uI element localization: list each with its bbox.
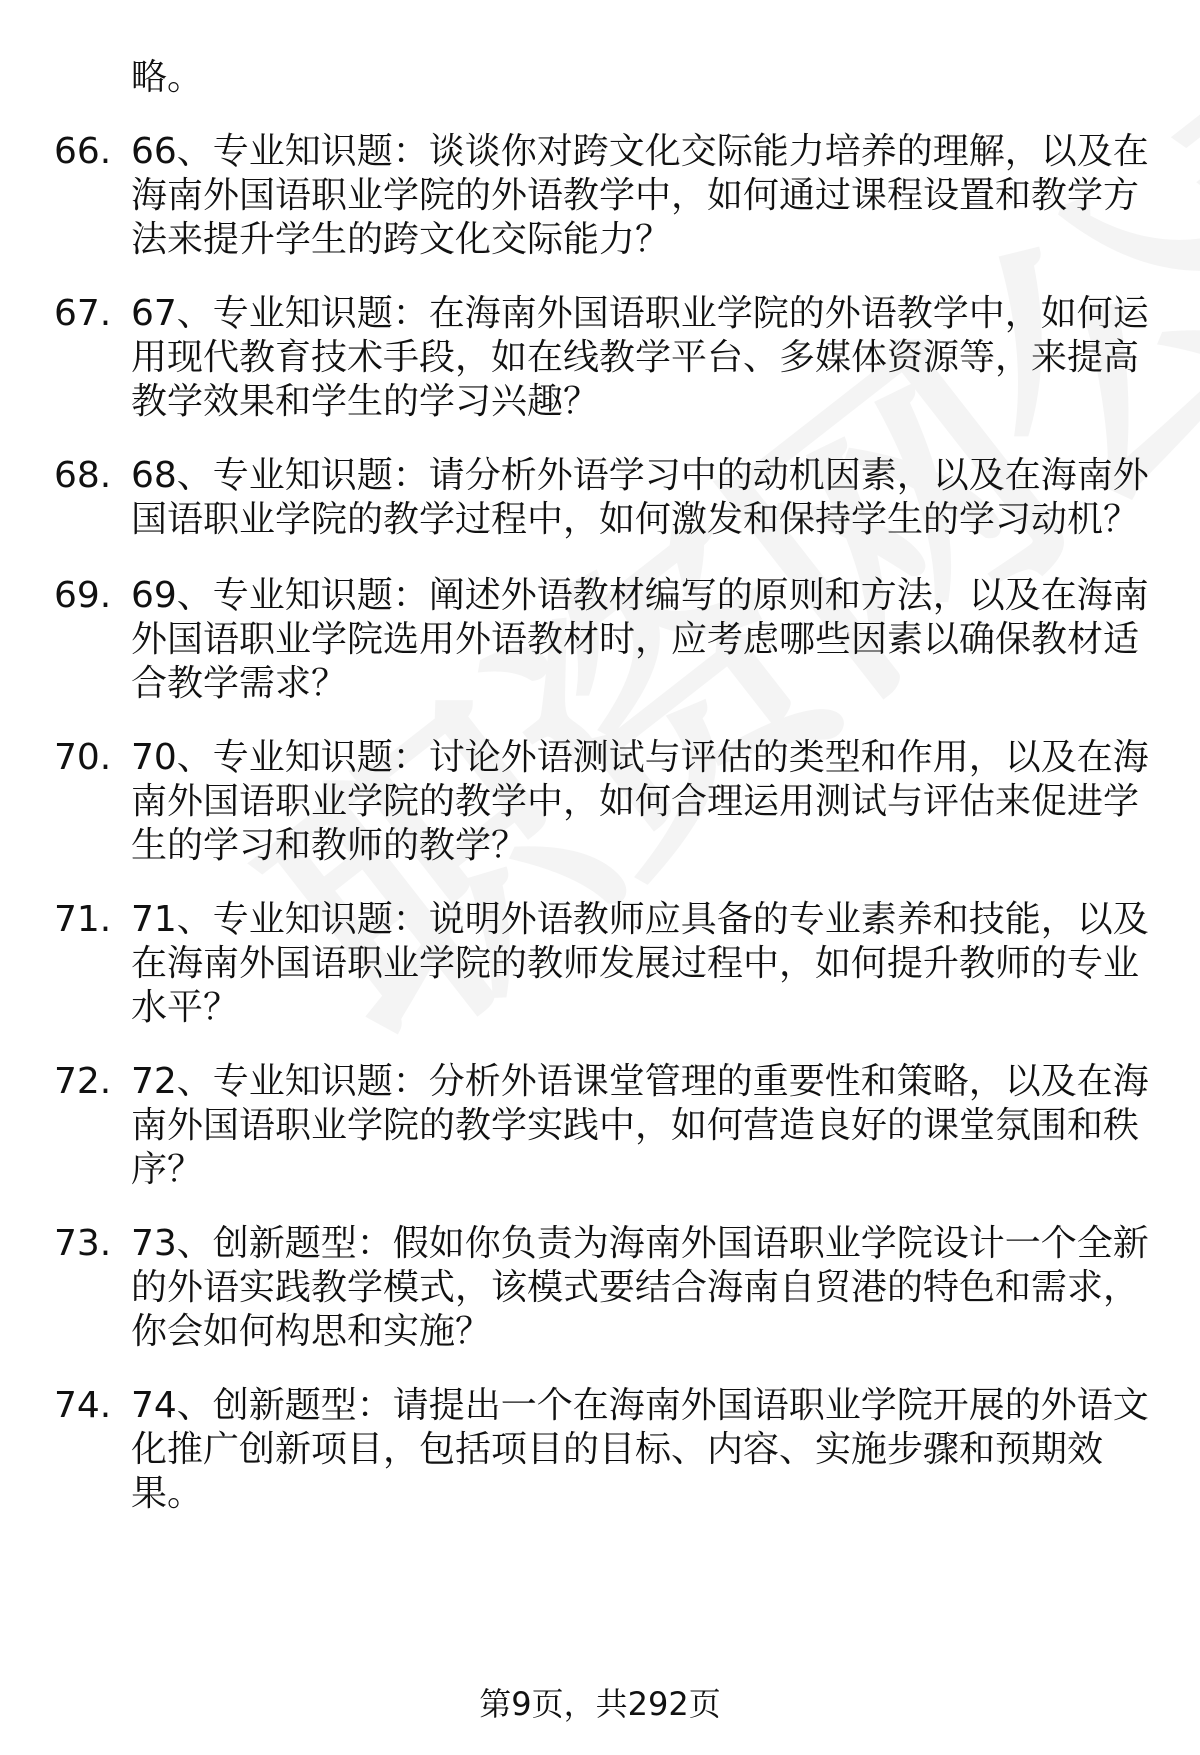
- item-number: 69.: [54, 575, 112, 616]
- page-footer: 第9页，共292页: [479, 1685, 721, 1723]
- item-text-line: 74、创新题型：请提出一个在海南外国语职业学院开展的外语文: [131, 1385, 1149, 1426]
- item-text-line: 在海南外国语职业学院的教师发展过程中，如何提升教师的专业: [131, 943, 1140, 984]
- item-text-line: 72、专业知识题：分析外语课堂管理的重要性和策略，以及在海: [131, 1061, 1149, 1102]
- item-text-line: 合教学需求？: [131, 663, 348, 704]
- item-text-line: 外国语职业学院选用外语教材时，应考虑哪些因素以确保教材适: [131, 619, 1140, 660]
- item-text-line: 70、专业知识题：讨论外语测试与评估的类型和作用，以及在海: [131, 737, 1149, 778]
- continuation-text: 略。: [131, 57, 204, 98]
- item-text-line: 序？: [131, 1149, 204, 1190]
- item-text-line: 71、专业知识题：说明外语教师应具备的专业素养和技能，以及: [131, 899, 1149, 940]
- item-text-line: 国语职业学院的教学过程中，如何激发和保持学生的学习动机？: [131, 499, 1140, 540]
- item-text-line: 法来提升学生的跨文化交际能力？: [131, 219, 672, 260]
- item-number: 67.: [54, 293, 112, 334]
- item-text-line: 果。: [131, 1473, 204, 1514]
- item-number: 72.: [54, 1061, 112, 1102]
- item-number: 66.: [54, 131, 112, 172]
- item-text-line: 69、专业知识题：阐述外语教材编写的原则和方法，以及在海南: [131, 575, 1149, 616]
- item-text-line: 生的学习和教师的教学？: [131, 825, 528, 866]
- item-text-line: 73、创新题型：假如你负责为海南外国语职业学院设计一个全新: [131, 1223, 1149, 1264]
- item-number: 73.: [54, 1223, 112, 1264]
- item-text-line: 的外语实践教学模式，该模式要结合海南自贸港的特色和需求，: [131, 1267, 1140, 1308]
- item-text-line: 67、专业知识题：在海南外国语职业学院的外语教学中，如何运: [131, 293, 1149, 334]
- item-text-line: 66、专业知识题：谈谈你对跨文化交际能力培养的理解，以及在: [131, 131, 1149, 172]
- item-number: 74.: [54, 1385, 112, 1426]
- item-text-line: 海南外国语职业学院的外语教学中，如何通过课程设置和教学方: [131, 175, 1140, 216]
- item-text-line: 水平？: [131, 987, 240, 1028]
- item-text-line: 南外国语职业学院的教学实践中，如何营造良好的课堂氛围和秩: [131, 1105, 1140, 1146]
- item-number: 71.: [54, 899, 112, 940]
- item-number: 70.: [54, 737, 112, 778]
- item-text-line: 化推广创新项目，包括项目的目标、内容、实施步骤和预期效: [131, 1429, 1104, 1470]
- item-number: 68.: [54, 455, 112, 496]
- item-text-line: 你会如何构思和实施？: [131, 1311, 492, 1352]
- item-text-line: 用现代教育技术手段，如在线教学平台、多媒体资源等，来提高: [131, 337, 1140, 378]
- item-text-line: 68、专业知识题：请分析外语学习中的动机因素，以及在海南外: [131, 455, 1149, 496]
- item-text-line: 南外国语职业学院的教学中，如何合理运用测试与评估来促进学: [131, 781, 1140, 822]
- item-text-line: 教学效果和学生的学习兴趣？: [131, 381, 600, 422]
